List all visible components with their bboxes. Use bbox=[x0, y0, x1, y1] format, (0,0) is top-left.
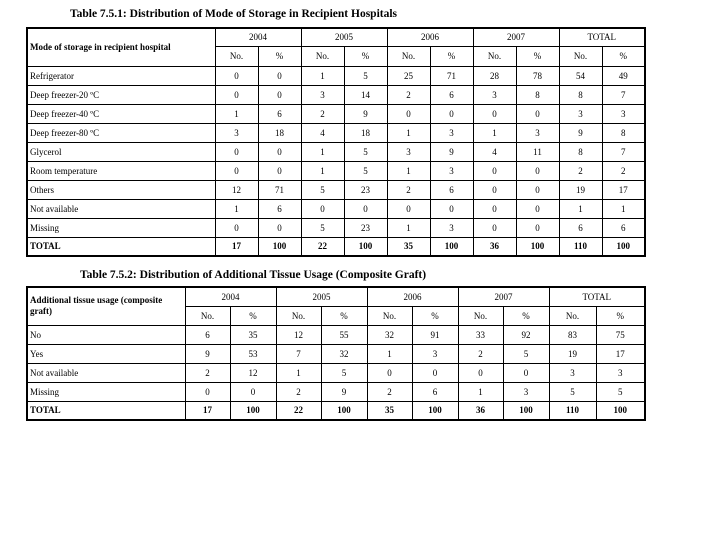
year-header: 2005 bbox=[276, 287, 367, 306]
table-cell: 32 bbox=[321, 344, 367, 363]
table-cell: 0 bbox=[473, 218, 516, 237]
table-cell: 75 bbox=[596, 325, 645, 344]
subheader: No. bbox=[473, 46, 516, 66]
table-cell: 53 bbox=[230, 344, 276, 363]
table-row bbox=[27, 142, 645, 161]
row-label: Glycerol bbox=[27, 142, 215, 161]
table-cell: 9 bbox=[185, 344, 230, 363]
table1-title: Table 7.5.1: Distribution of Mode of Storage in Recipient Hospitals bbox=[70, 8, 398, 20]
table-cell: 4 bbox=[473, 142, 516, 161]
table-row bbox=[27, 344, 645, 363]
table-cell: 3 bbox=[301, 85, 344, 104]
subheader: % bbox=[430, 46, 473, 66]
table-cell: 0 bbox=[516, 161, 559, 180]
row-label: Room temperature bbox=[27, 161, 215, 180]
table2-body bbox=[27, 325, 645, 420]
table-cell: 83 bbox=[549, 325, 596, 344]
table-cell: 3 bbox=[430, 161, 473, 180]
year-header: 2007 bbox=[458, 287, 549, 306]
table-cell: 1 bbox=[387, 218, 430, 237]
table-cell: 100 bbox=[230, 401, 276, 420]
table-cell: 17 bbox=[602, 180, 645, 199]
table-cell: 32 bbox=[367, 325, 412, 344]
row-label: Refrigerator bbox=[27, 66, 215, 85]
table-cell: 6 bbox=[430, 85, 473, 104]
table-cell: 7 bbox=[602, 85, 645, 104]
table-row bbox=[27, 199, 645, 218]
row-header-label: Mode of storage in recipient hospital bbox=[27, 28, 215, 66]
table-cell: 9 bbox=[559, 123, 602, 142]
subheader: No. bbox=[367, 306, 412, 325]
table-cell: 35 bbox=[387, 237, 430, 256]
table-cell: 0 bbox=[215, 66, 258, 85]
table-cell: 0 bbox=[258, 66, 301, 85]
row-label: Not available bbox=[27, 199, 215, 218]
subheader: % bbox=[258, 46, 301, 66]
table-cell: 6 bbox=[185, 325, 230, 344]
table-cell: 5 bbox=[321, 363, 367, 382]
row-label: Not available bbox=[27, 363, 185, 382]
table-cell: 28 bbox=[473, 66, 516, 85]
table-cell: 49 bbox=[602, 66, 645, 85]
year-header-row bbox=[27, 287, 645, 306]
table-cell: 22 bbox=[276, 401, 321, 420]
table-cell: 0 bbox=[344, 199, 387, 218]
table-row bbox=[27, 363, 645, 382]
table-cell: 100 bbox=[503, 401, 549, 420]
table-cell: 6 bbox=[602, 218, 645, 237]
table-cell: 9 bbox=[430, 142, 473, 161]
subheader: % bbox=[230, 306, 276, 325]
table2-title: Table 7.5.2: Distribution of Additional Tissue Usage (Composite Graft) bbox=[80, 269, 427, 281]
table-cell: 3 bbox=[412, 344, 458, 363]
table-cell: 3 bbox=[473, 85, 516, 104]
row-header-label: Additional tissue usage (composite graft) bbox=[27, 287, 185, 325]
table-cell: 5 bbox=[301, 180, 344, 199]
table-cell: 2 bbox=[559, 161, 602, 180]
table-cell: 2 bbox=[458, 344, 503, 363]
table-cell: 17 bbox=[215, 237, 258, 256]
table-cell: 100 bbox=[344, 237, 387, 256]
subheader: No. bbox=[301, 46, 344, 66]
table-cell: 0 bbox=[516, 199, 559, 218]
table-cell: 18 bbox=[344, 123, 387, 142]
row-label: No bbox=[27, 325, 185, 344]
table-row bbox=[27, 85, 645, 104]
table-row bbox=[27, 161, 645, 180]
row-label: Missing bbox=[27, 218, 215, 237]
table-row bbox=[27, 382, 645, 401]
table-cell: 17 bbox=[185, 401, 230, 420]
tissue-usage-table bbox=[26, 286, 646, 421]
table-cell: 1 bbox=[367, 344, 412, 363]
table-cell: 91 bbox=[412, 325, 458, 344]
table-cell: 25 bbox=[387, 66, 430, 85]
table-cell: 1 bbox=[387, 161, 430, 180]
table-cell: 35 bbox=[367, 401, 412, 420]
table-cell: 19 bbox=[549, 344, 596, 363]
table-row bbox=[27, 180, 645, 199]
subheader: % bbox=[516, 46, 559, 66]
table-cell: 1 bbox=[559, 199, 602, 218]
table-cell: 3 bbox=[602, 104, 645, 123]
row-label: TOTAL bbox=[27, 237, 215, 256]
year-header: 2006 bbox=[387, 28, 473, 46]
table-cell: 5 bbox=[503, 344, 549, 363]
table-row bbox=[27, 66, 645, 85]
table-cell: 5 bbox=[301, 218, 344, 237]
table-row bbox=[27, 218, 645, 237]
subheader: No. bbox=[276, 306, 321, 325]
table-cell: 3 bbox=[549, 363, 596, 382]
subheader: No. bbox=[559, 46, 602, 66]
table-cell: 4 bbox=[301, 123, 344, 142]
table-cell: 0 bbox=[215, 142, 258, 161]
table-cell: 0 bbox=[230, 382, 276, 401]
table-cell: 0 bbox=[387, 104, 430, 123]
table-cell: 100 bbox=[412, 401, 458, 420]
table-cell: 14 bbox=[344, 85, 387, 104]
table-cell: 0 bbox=[215, 85, 258, 104]
subheader: % bbox=[602, 46, 645, 66]
table-cell: 9 bbox=[321, 382, 367, 401]
table1-body bbox=[27, 66, 645, 256]
table-cell: 3 bbox=[215, 123, 258, 142]
table-cell: 0 bbox=[473, 180, 516, 199]
total-row bbox=[27, 401, 645, 420]
table-cell: 3 bbox=[387, 142, 430, 161]
table-cell: 2 bbox=[301, 104, 344, 123]
table-cell: 11 bbox=[516, 142, 559, 161]
table-cell: 22 bbox=[301, 237, 344, 256]
table-cell: 0 bbox=[185, 382, 230, 401]
subheader: No. bbox=[185, 306, 230, 325]
year-header: 2004 bbox=[185, 287, 276, 306]
row-label: Deep freezer-80 ºC bbox=[27, 123, 215, 142]
table-cell: 0 bbox=[367, 363, 412, 382]
table-row bbox=[27, 104, 645, 123]
table-cell: 100 bbox=[596, 401, 645, 420]
table-cell: 1 bbox=[301, 161, 344, 180]
table-cell: 8 bbox=[602, 123, 645, 142]
year-header: 2007 bbox=[473, 28, 559, 46]
table-cell: 55 bbox=[321, 325, 367, 344]
table-cell: 0 bbox=[516, 104, 559, 123]
table-cell: 1 bbox=[473, 123, 516, 142]
table-row bbox=[27, 123, 645, 142]
table-cell: 2 bbox=[367, 382, 412, 401]
table-cell: 0 bbox=[412, 363, 458, 382]
table-cell: 100 bbox=[602, 237, 645, 256]
year-header: 2005 bbox=[301, 28, 387, 46]
table-cell: 92 bbox=[503, 325, 549, 344]
subheader: % bbox=[412, 306, 458, 325]
table-cell: 71 bbox=[430, 66, 473, 85]
table-cell: 6 bbox=[430, 180, 473, 199]
table-cell: 6 bbox=[258, 104, 301, 123]
table-cell: 3 bbox=[559, 104, 602, 123]
table-cell: 35 bbox=[230, 325, 276, 344]
table-cell: 2 bbox=[602, 161, 645, 180]
table-cell: 12 bbox=[276, 325, 321, 344]
table-cell: 71 bbox=[258, 180, 301, 199]
subheader: No. bbox=[549, 306, 596, 325]
year-header: 2004 bbox=[215, 28, 301, 46]
subheader: No. bbox=[458, 306, 503, 325]
year-header: TOTAL bbox=[559, 28, 645, 46]
table-cell: 1 bbox=[215, 104, 258, 123]
table-cell: 5 bbox=[344, 161, 387, 180]
storage-mode-table bbox=[26, 27, 646, 257]
table-cell: 0 bbox=[215, 218, 258, 237]
table-cell: 2 bbox=[276, 382, 321, 401]
row-label: Missing bbox=[27, 382, 185, 401]
table-cell: 0 bbox=[473, 104, 516, 123]
table-cell: 1 bbox=[458, 382, 503, 401]
table-cell: 8 bbox=[559, 142, 602, 161]
table-cell: 100 bbox=[430, 237, 473, 256]
table-cell: 0 bbox=[473, 161, 516, 180]
table-cell: 0 bbox=[258, 161, 301, 180]
table-cell: 12 bbox=[230, 363, 276, 382]
table-cell: 1 bbox=[301, 142, 344, 161]
table-cell: 23 bbox=[344, 180, 387, 199]
row-label: Deep freezer-40 ºC bbox=[27, 104, 215, 123]
table-cell: 0 bbox=[258, 142, 301, 161]
table-cell: 0 bbox=[503, 363, 549, 382]
year-header: 2006 bbox=[367, 287, 458, 306]
table-cell: 19 bbox=[559, 180, 602, 199]
table-cell: 3 bbox=[516, 123, 559, 142]
row-label: Deep freezer-20 ºC bbox=[27, 85, 215, 104]
table-cell: 3 bbox=[596, 363, 645, 382]
row-label: Others bbox=[27, 180, 215, 199]
subheader: No. bbox=[387, 46, 430, 66]
table-cell: 5 bbox=[596, 382, 645, 401]
table-cell: 2 bbox=[387, 180, 430, 199]
table-cell: 1 bbox=[301, 66, 344, 85]
table-cell: 54 bbox=[559, 66, 602, 85]
total-row bbox=[27, 237, 645, 256]
table-cell: 1 bbox=[602, 199, 645, 218]
table-cell: 78 bbox=[516, 66, 559, 85]
subheader: % bbox=[596, 306, 645, 325]
table-cell: 23 bbox=[344, 218, 387, 237]
table-cell: 100 bbox=[516, 237, 559, 256]
table-cell: 5 bbox=[344, 142, 387, 161]
table-cell: 110 bbox=[549, 401, 596, 420]
table-cell: 33 bbox=[458, 325, 503, 344]
table-cell: 0 bbox=[516, 180, 559, 199]
table-cell: 6 bbox=[412, 382, 458, 401]
table-cell: 0 bbox=[516, 218, 559, 237]
table-cell: 0 bbox=[430, 104, 473, 123]
year-header: TOTAL bbox=[549, 287, 645, 306]
subheader: % bbox=[344, 46, 387, 66]
table-cell: 100 bbox=[321, 401, 367, 420]
table-cell: 6 bbox=[258, 199, 301, 218]
table-cell: 7 bbox=[602, 142, 645, 161]
table-cell: 2 bbox=[185, 363, 230, 382]
table-cell: 6 bbox=[559, 218, 602, 237]
table-cell: 12 bbox=[215, 180, 258, 199]
table-cell: 0 bbox=[473, 199, 516, 218]
subheader: % bbox=[503, 306, 549, 325]
table-cell: 1 bbox=[215, 199, 258, 218]
table-cell: 0 bbox=[301, 199, 344, 218]
table-cell: 1 bbox=[276, 363, 321, 382]
table-cell: 2 bbox=[387, 85, 430, 104]
table-cell: 5 bbox=[549, 382, 596, 401]
table-cell: 100 bbox=[258, 237, 301, 256]
table-cell: 0 bbox=[430, 199, 473, 218]
table-row bbox=[27, 325, 645, 344]
table-cell: 0 bbox=[215, 161, 258, 180]
table-cell: 9 bbox=[344, 104, 387, 123]
table-cell: 36 bbox=[473, 237, 516, 256]
row-label: TOTAL bbox=[27, 401, 185, 420]
table-cell: 8 bbox=[516, 85, 559, 104]
table-cell: 5 bbox=[344, 66, 387, 85]
table-cell: 7 bbox=[276, 344, 321, 363]
table-cell: 0 bbox=[458, 363, 503, 382]
table-cell: 1 bbox=[387, 123, 430, 142]
table-cell: 3 bbox=[503, 382, 549, 401]
table-cell: 18 bbox=[258, 123, 301, 142]
table-cell: 17 bbox=[596, 344, 645, 363]
subheader: No. bbox=[215, 46, 258, 66]
table-cell: 0 bbox=[258, 85, 301, 104]
table-cell: 0 bbox=[258, 218, 301, 237]
table-cell: 8 bbox=[559, 85, 602, 104]
row-label: Yes bbox=[27, 344, 185, 363]
subheader: % bbox=[321, 306, 367, 325]
table-cell: 0 bbox=[387, 199, 430, 218]
table-cell: 110 bbox=[559, 237, 602, 256]
table-cell: 3 bbox=[430, 218, 473, 237]
year-header-row bbox=[27, 28, 645, 46]
table-cell: 3 bbox=[430, 123, 473, 142]
table-cell: 36 bbox=[458, 401, 503, 420]
